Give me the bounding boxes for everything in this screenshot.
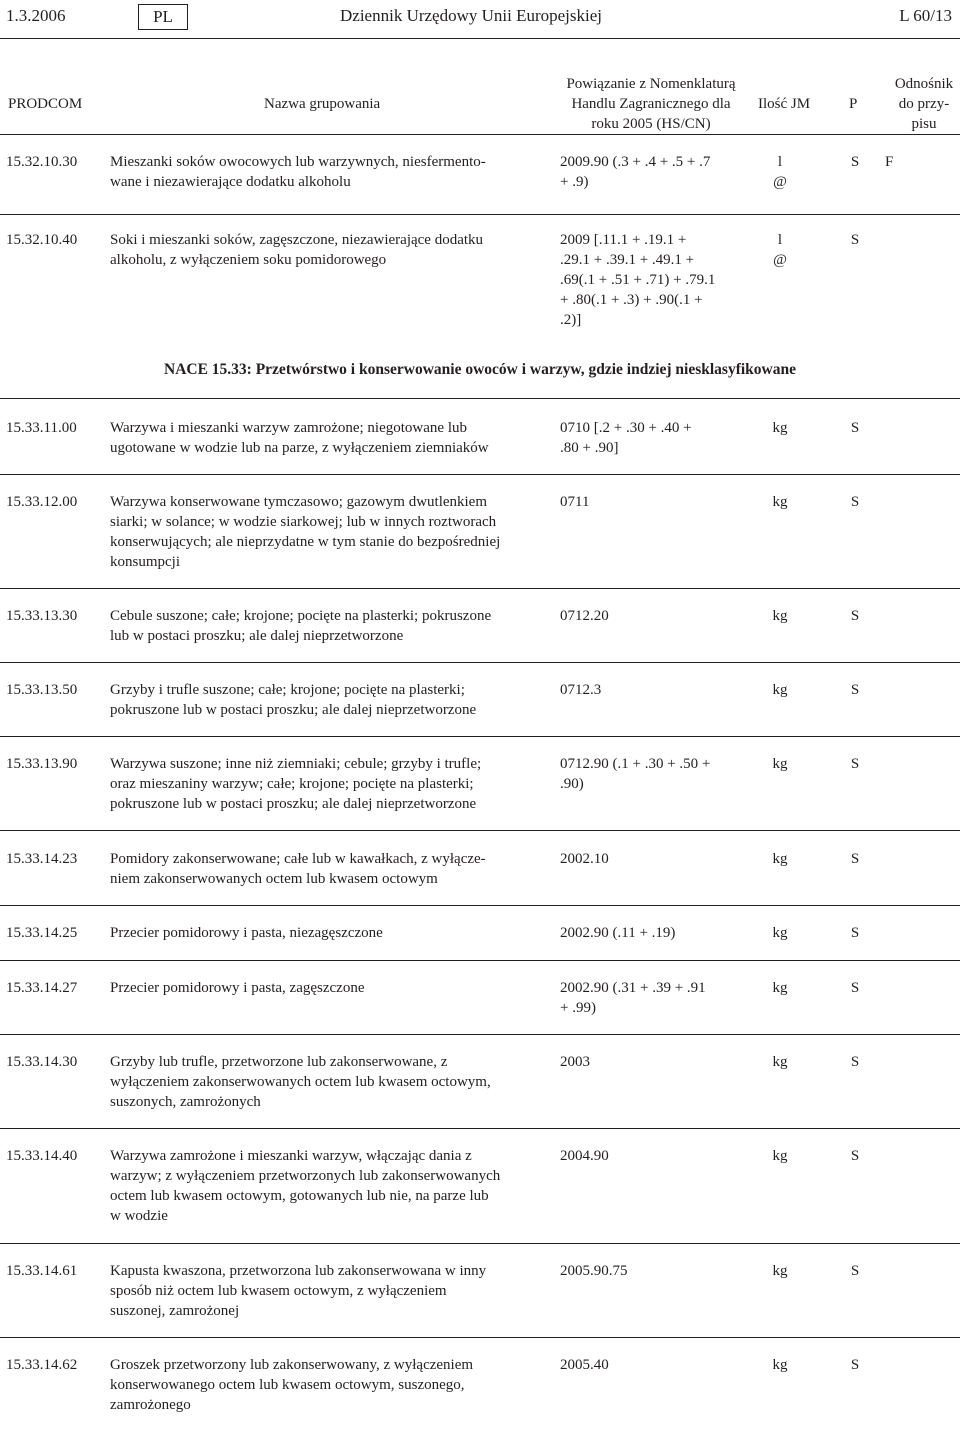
nace-section-title: NACE 15.33: Przetwórstwo i konserwowanie owoców i warzyw, gdzie indziej niesklasyfikowane: [164, 361, 796, 378]
prodcom-code: 15.33.13.30: [6, 608, 78, 624]
p-flag: S: [850, 756, 860, 772]
group-name: Cebule suszone; całe; krojone; pocięte na plasterki; pokruszone lub w postaci proszku; ale dalej nieprzetworzone: [110, 608, 492, 644]
row-separator: [0, 588, 960, 589]
row-separator: [0, 1034, 960, 1035]
row-separator: [0, 398, 960, 399]
prodcom-code: 15.33.12.00: [6, 494, 78, 510]
p-flag: S: [850, 154, 860, 170]
hs-cn-reference: 0712.90 (.1 + .30 + .50 + .90): [560, 756, 711, 792]
quantity-unit: l @: [773, 154, 787, 190]
p-flag: S: [850, 980, 860, 996]
prodcom-code: 15.33.14.30: [6, 1054, 78, 1070]
quantity-unit: kg: [772, 494, 788, 510]
prodcom-code: 15.33.14.40: [6, 1148, 78, 1164]
language-box: PL: [138, 4, 188, 30]
p-flag: S: [850, 682, 860, 698]
prodcom-code: 15.33.14.27: [6, 980, 78, 996]
quantity-unit: kg: [772, 682, 788, 698]
p-flag: S: [850, 232, 860, 248]
quantity-unit: kg: [772, 925, 788, 941]
row-separator: [0, 830, 960, 831]
row-separator: [0, 214, 960, 215]
running-header: [0, 0, 960, 38]
prodcom-code: 15.33.11.00: [6, 420, 77, 436]
prodcom-code: 15.32.10.30: [6, 154, 78, 170]
prodcom-code: 15.32.10.40: [6, 232, 78, 248]
group-name: Warzywa suszone; inne niż ziemniaki; cebule; grzyby i trufle; oraz mieszaniny warzyw; całe; krojone; pocięte na plasterki; pokruszone lub w postaci proszku; ale dalej nieprzetworzone: [110, 756, 482, 812]
p-flag: S: [850, 1054, 860, 1070]
col-unit: Ilość JM: [758, 96, 811, 112]
hs-cn-reference: 2005.40: [560, 1357, 609, 1373]
row-separator: [0, 905, 960, 906]
quantity-unit: kg: [772, 608, 788, 624]
page-number: L 60/13: [899, 6, 952, 25]
hs-cn-reference: 0712.3: [560, 682, 602, 698]
prodcom-code: 15.33.13.90: [6, 756, 78, 772]
col-ref: Odnośnik do przy- pisu: [894, 76, 954, 132]
hs-cn-reference: 2002.10: [560, 851, 609, 867]
group-name: Kapusta kwaszona, przetworzona lub zakonserwowana w inny sposób niż octem lub kwasem octowym, z wyłączeniem suszonej, zamrożonej: [110, 1263, 487, 1319]
group-name: Groszek przetworzony lub zakonserwowany, z wyłączeniem konserwowanego octem lub kwasem octowym, suszonego, zamrożonego: [110, 1357, 474, 1413]
quantity-unit: kg: [772, 756, 788, 772]
group-name: Warzywa zamrożone i mieszanki warzyw, włączając dania z warzyw; z wyłączeniem przetworzonych lub zakonserwowanych octem lub kwasem octowym, gotowanych lub nie, na parze lub w wodzie: [110, 1148, 501, 1224]
group-name: Warzywa i mieszanki warzyw zamrożone; niegotowane lub ugotowane w wodzie lub na parze, z wyłączeniem ziemniaków: [110, 420, 489, 456]
group-name: Soki i mieszanki soków, zagęszczone, niezawierające dodatku alkoholu, z wyłączeniem soku pomidorowego: [110, 232, 484, 268]
group-name: Grzyby i trufle suszone; całe; krojone; pocięte na plasterki; pokruszone lub w postaci proszku; ale dalej nieprzetworzone: [110, 682, 477, 718]
row-separator: [0, 1128, 960, 1129]
table-header: [0, 38, 960, 134]
row-separator: [0, 662, 960, 663]
group-name: Grzyby lub trufle, przetworzone lub zakonserwowane, z wyłączeniem zakonserwowanych octem lub kwasem octowym, suszonych, zamrożonych: [110, 1054, 491, 1110]
row-separator: [0, 474, 960, 475]
hs-cn-reference: 2002.90 (.11 + .19): [560, 925, 676, 941]
row-separator: [0, 960, 960, 961]
prodcom-code: 15.33.14.25: [6, 925, 78, 941]
quantity-unit: kg: [772, 1263, 788, 1279]
quantity-unit: kg: [772, 1148, 788, 1164]
hs-cn-reference: 2009.90 (.3 + .4 + .5 + .7 + .9): [560, 154, 711, 190]
group-name: Przecier pomidorowy i pasta, niezagęszczone: [110, 925, 383, 941]
hs-cn-reference: 2003: [560, 1054, 590, 1070]
prodcom-code: 15.33.13.50: [6, 682, 78, 698]
quantity-unit: kg: [772, 1357, 788, 1373]
prodcom-code: 15.33.14.62: [6, 1357, 78, 1373]
group-name: Mieszanki soków owocowych lub warzywnych, niesfermento- wane i niezawierające dodatku alkoholu: [110, 154, 486, 190]
journal-title: Dziennik Urzędowy Unii Europejskiej: [340, 6, 603, 25]
row-separator: [0, 736, 960, 737]
hs-cn-reference: 0712.20: [560, 608, 609, 624]
p-flag: S: [850, 1357, 860, 1373]
p-flag: S: [850, 608, 860, 624]
hs-cn-reference: 0711: [560, 494, 590, 510]
quantity-unit: kg: [772, 980, 788, 996]
p-flag: S: [850, 494, 860, 510]
row-separator: [0, 1243, 960, 1244]
group-name: Pomidory zakonserwowane; całe lub w kawałkach, z wyłącze- niem zakonserwowanych octem lub kwasem octowym: [110, 851, 486, 887]
col-p: P: [849, 96, 858, 112]
hs-cn-reference: 2009 [.11.1 + .19.1 + .29.1 + .39.1 + .49.1 + .69(.1 + .51 + .71) + .79.1 + .80(.1 + .3) + .90(.1 + .2)]: [560, 232, 716, 328]
header-bottom-rule: [0, 134, 960, 135]
quantity-unit: kg: [772, 851, 788, 867]
col-name: Nazwa grupowania: [264, 96, 381, 112]
hs-cn-reference: 2004.90: [560, 1148, 609, 1164]
hs-cn-reference: 0710 [.2 + .30 + .40 + .80 + .90]: [560, 420, 692, 456]
footnote-ref: F: [885, 154, 894, 170]
group-name: Przecier pomidorowy i pasta, zagęszczone: [110, 980, 365, 996]
p-flag: S: [850, 420, 860, 436]
p-flag: S: [850, 851, 860, 867]
publication-date: 1.3.2006: [6, 6, 66, 25]
quantity-unit: kg: [772, 420, 788, 436]
quantity-unit: kg: [772, 1054, 788, 1070]
prodcom-code: 15.33.14.23: [6, 851, 78, 867]
group-name: Warzywa konserwowane tymczasowo; gazowym dwutlenkiem siarki; w solance; w wodzie siarkowej; lub w innych roztworach konserwujących; ale nieprzydatne w tym stanie do bezpośredniej konsumpcji: [110, 494, 501, 570]
hs-cn-reference: 2002.90 (.31 + .39 + .91 + .99): [560, 980, 706, 1016]
quantity-unit: l @: [773, 232, 787, 268]
col-hs: Powiązanie z Nomenklaturą Handlu Zagranicznego dla roku 2005 (HS/CN): [566, 76, 736, 132]
p-flag: S: [850, 925, 860, 941]
row-separator: [0, 1337, 960, 1338]
prodcom-code: 15.33.14.61: [6, 1263, 78, 1279]
col-prodcom: PRODCOM: [8, 96, 83, 112]
p-flag: S: [850, 1263, 860, 1279]
p-flag: S: [850, 1148, 860, 1164]
hs-cn-reference: 2005.90.75: [560, 1263, 628, 1279]
